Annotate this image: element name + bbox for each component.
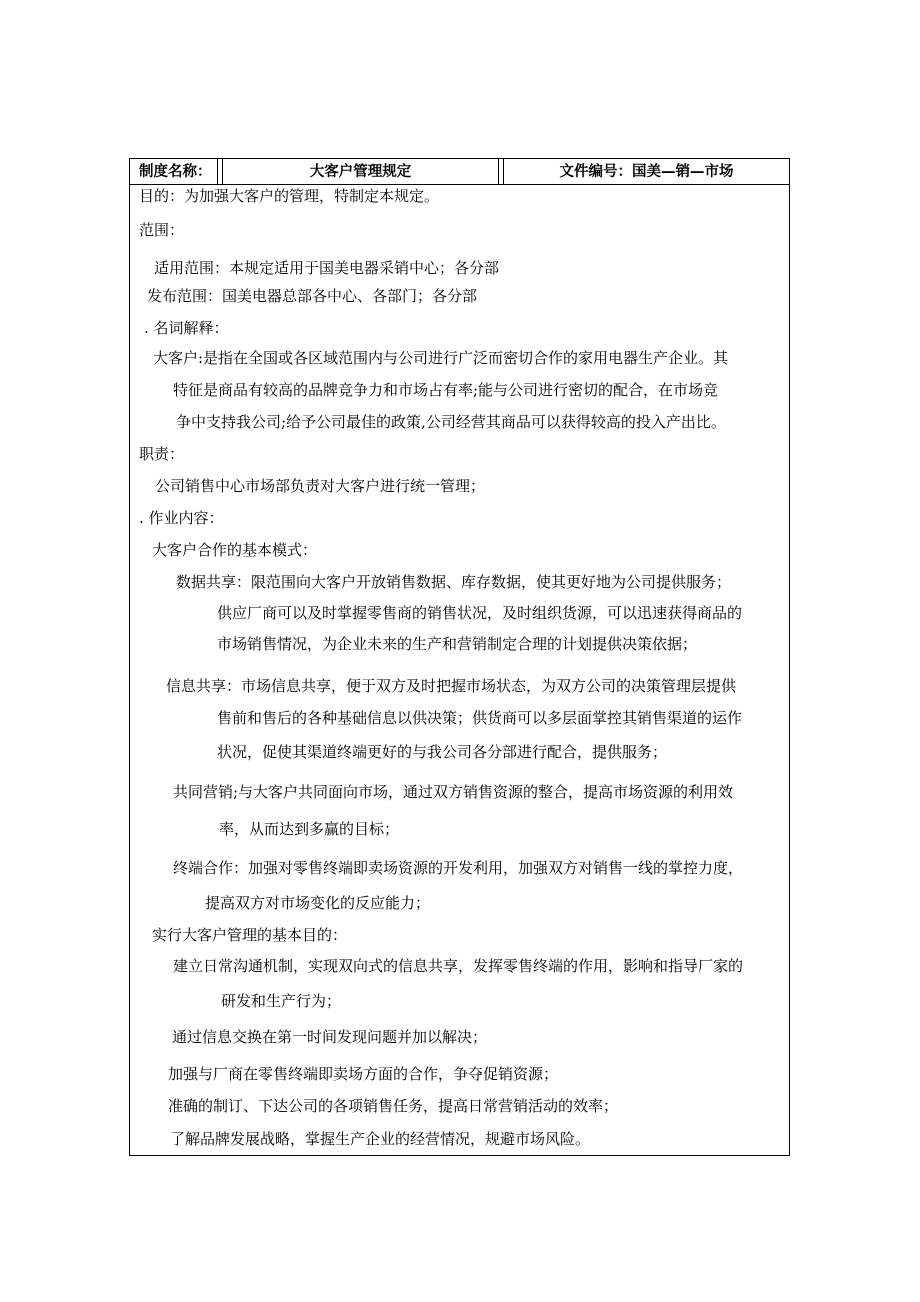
definition-line: 争中支持我公司;给予公司最佳的政策,公司经营其商品可以获得较高的投入产出比。 — [176, 413, 726, 431]
terms-heading: . 名词解释： — [144, 319, 229, 337]
joint-marketing-line: 率，从而达到多赢的目标； — [219, 820, 400, 838]
terminal-coop-line: 终端合作：加强对零售终端即卖场资源的开发利用，加强双方对销售一线的掌控力度， — [173, 859, 744, 877]
info-share-line: 状况，促使其渠道终端更好的与我公司各分部进行配合，提供服务； — [217, 743, 668, 761]
goal-heading: 实行大客户管理的基本目的： — [152, 926, 348, 944]
scope-heading: 范围： — [139, 221, 185, 239]
goal-line: 了解品牌发展战略，掌握生产企业的经营情况，规避市场风险。 — [170, 1130, 591, 1148]
goal-line: 加强与厂商在零售终端即卖场方面的合作，争夺促销资源； — [168, 1065, 559, 1083]
scope-apply-text: 适用范围：本规定适用于国美电器采销中心；各分部 — [154, 259, 500, 277]
info-share-line: 售前和售后的各种基础信息以供决策；供货商可以多层面掌控其销售渠道的运作 — [217, 709, 743, 727]
goal-line: 研发和生产行为； — [221, 992, 342, 1010]
data-share-line: 供应厂商可以及时掌握零售商的销售状况，及时组织货源，可以迅速获得商品的 — [217, 604, 743, 622]
definition-line: 特征是商品有较高的品牌竞争力和市场占有率;能与公司进行密切的配合，在市场竞 — [173, 381, 719, 399]
file-number: 文件编号：国美—销—市场 — [503, 159, 789, 184]
definition-line: 大客户:是指在全国或各区域范围内与公司进行广泛而密切合作的家用电器生产企业。其 — [153, 349, 729, 367]
goal-line: 通过信息交换在第一时间发现问题并加以解决； — [172, 1028, 488, 1046]
goal-line: 建立日常沟通机制，实现双向式的信息共享，发挥零售终端的作用，影响和指导厂家的 — [173, 957, 744, 975]
policy-name-label: 制度名称： — [130, 159, 218, 184]
document-table — [129, 158, 790, 1156]
terminal-coop-line: 提高双方对市场变化的反应能力； — [205, 894, 431, 912]
info-share-line: 信息共享：市场信息共享，便于双方及时把握市场状态，为双方公司的决策管理层提供 — [166, 677, 737, 695]
purpose-text: 目的：为加强大客户的管理，特制定本规定。 — [139, 187, 440, 205]
scope-publish-text: 发布范围：国美电器总部各中心、各部门；各分部 — [147, 287, 478, 305]
goal-line: 准确的制订、下达公司的各项销售任务，提高日常营销活动的效率； — [168, 1097, 619, 1115]
header-row — [130, 159, 789, 185]
duty-text: 公司销售中心市场部负责对大客户进行统一管理； — [155, 477, 486, 495]
duty-heading: 职责： — [139, 445, 185, 463]
mode-heading: 大客户合作的基本模式： — [152, 541, 318, 559]
policy-title: 大客户管理规定 — [222, 159, 499, 184]
work-heading: . 作业内容： — [139, 509, 224, 527]
data-share-line: 市场销售情况，为企业未来的生产和营销制定合理的计划提供决策依据； — [217, 635, 698, 653]
data-share-line: 数据共享：限范围向大客户开放销售数据、库存数据，使其更好地为公司提供服务； — [176, 573, 732, 591]
joint-marketing-line: 共同营销;与大客户共同面向市场，通过双方销售资源的整合，提高市场资源的利用效 — [173, 783, 734, 801]
